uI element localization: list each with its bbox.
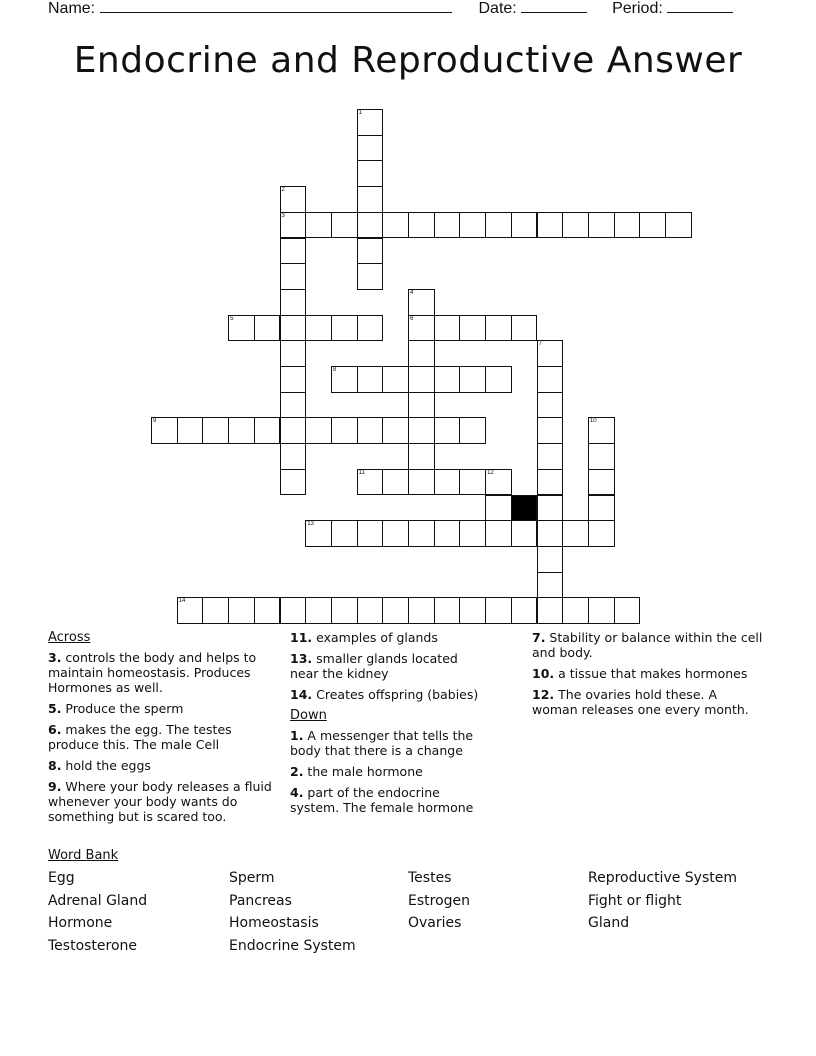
clue-number: 8 <box>332 367 337 373</box>
crossword-cell[interactable] <box>614 597 641 624</box>
clue-item <box>290 728 490 758</box>
crossword-cell[interactable] <box>280 238 307 265</box>
crossword-cell[interactable] <box>331 212 358 239</box>
crossword-cell[interactable] <box>280 469 307 496</box>
crossword-cell[interactable] <box>459 417 486 444</box>
clue-item <box>532 630 766 660</box>
crossword-cell[interactable] <box>305 520 332 547</box>
period-line[interactable] <box>667 0 733 13</box>
crossword-cell[interactable] <box>228 315 255 342</box>
word-bank-item: Fight or flight <box>588 892 682 909</box>
clue-number: 1. <box>290 728 304 743</box>
crossword-cell[interactable] <box>280 340 307 367</box>
crossword-cell[interactable] <box>357 315 384 342</box>
clue-number: 3. <box>48 650 62 665</box>
crossword-cell[interactable] <box>408 366 435 393</box>
clue-item <box>532 687 766 717</box>
crossword-cell[interactable] <box>485 315 512 342</box>
clue-text: examples of glands <box>312 630 438 645</box>
clue-text: hold the eggs <box>61 758 151 773</box>
clue-number: 14. <box>290 687 313 702</box>
clue-item <box>290 764 490 779</box>
period-label: Period: <box>612 0 663 17</box>
crossword-cell[interactable] <box>434 366 461 393</box>
crossword-cell[interactable] <box>382 212 409 239</box>
crossword-cell[interactable] <box>280 289 307 316</box>
clue-number: 7 <box>538 341 542 348</box>
crossword-cell[interactable] <box>228 417 255 444</box>
clue-number: 11. <box>290 630 313 645</box>
clue-text: Creates offspring (babies) <box>312 687 479 702</box>
clue-number: 2 <box>281 187 285 194</box>
crossword-cell[interactable] <box>408 212 435 239</box>
crossword-cell[interactable] <box>151 417 178 444</box>
clue-number: 9. <box>48 779 62 794</box>
crossword-cell[interactable] <box>537 520 564 547</box>
crossword-cell[interactable] <box>459 366 486 393</box>
crossword-cell[interactable] <box>537 417 564 444</box>
crossword-cell[interactable] <box>537 392 564 419</box>
crossword-cell[interactable] <box>280 443 307 470</box>
word-bank-item: Adrenal Gland <box>48 892 148 909</box>
crossword-cell[interactable] <box>434 597 461 624</box>
clue-text: controls the body and helps to maintain homeostasis. Produces Hormones as well. <box>48 650 257 695</box>
clue-number: 12 <box>487 469 494 476</box>
crossword-cell[interactable] <box>459 597 486 624</box>
word-bank-item: Reproductive System <box>588 870 738 886</box>
crossword-cell[interactable] <box>408 417 435 444</box>
crossword-cell[interactable] <box>408 340 435 367</box>
clue-item <box>290 687 490 702</box>
clue-text: smaller glands located near the kidney <box>290 651 458 681</box>
crossword-cell[interactable] <box>588 469 615 496</box>
crossword-cell[interactable] <box>537 443 564 470</box>
crossword-cell[interactable] <box>434 469 461 496</box>
crossword-cell[interactable] <box>305 315 332 342</box>
word-bank-item: Estrogen <box>408 892 471 909</box>
crossword-cell[interactable] <box>537 366 564 393</box>
crossword-cell[interactable] <box>357 417 384 444</box>
crossword-cell[interactable] <box>434 417 461 444</box>
crossword-cell[interactable] <box>459 315 486 342</box>
page-title: Endocrine and Reproductive Answer <box>73 40 743 81</box>
word-bank-item: Endocrine System <box>229 937 356 954</box>
crossword-cell[interactable] <box>485 597 512 624</box>
crossword-cell[interactable] <box>408 289 435 316</box>
crossword-cell[interactable] <box>357 597 384 624</box>
crossword-cell[interactable] <box>382 469 409 496</box>
crossword-cell[interactable] <box>537 469 564 496</box>
crossword-cell[interactable] <box>588 417 615 444</box>
clue-number: 11 <box>358 469 365 476</box>
crossword-cell[interactable] <box>357 366 384 393</box>
clue-number: 6. <box>48 722 62 737</box>
crossword-cell[interactable] <box>511 315 538 342</box>
crossword-cell[interactable] <box>408 315 435 342</box>
crossword-cell[interactable] <box>511 212 538 239</box>
crossword-cell[interactable] <box>357 520 384 547</box>
crossword-cell[interactable] <box>485 520 512 547</box>
word-bank-item: Testosterone <box>48 937 138 954</box>
crossword-cell[interactable] <box>280 315 307 342</box>
crossword-cell[interactable] <box>280 212 307 239</box>
word-bank-item: Ovaries <box>408 915 462 931</box>
clue-number: 13 <box>307 521 314 528</box>
clue-item <box>48 722 280 752</box>
clue-text: the male hormone <box>303 764 423 779</box>
crossword-cell[interactable] <box>434 212 461 239</box>
crossword-cell[interactable] <box>280 263 307 290</box>
clue-text: Stability or balance within the cell and body. <box>532 630 763 660</box>
clue-number: 13. <box>290 651 313 666</box>
crossword-cell[interactable] <box>485 366 512 393</box>
crossword-cell[interactable] <box>588 443 615 470</box>
clues-column-1 <box>48 630 280 830</box>
clue-number: 3 <box>281 212 285 219</box>
crossword-cell[interactable] <box>562 212 589 239</box>
clue-item <box>290 630 490 645</box>
crossword-cell[interactable] <box>537 495 564 522</box>
crossword-cell[interactable] <box>280 186 307 213</box>
crossword-cell[interactable] <box>537 572 564 599</box>
across-heading: Across <box>48 630 91 645</box>
crossword-cell[interactable] <box>177 597 204 624</box>
crossword-cell[interactable] <box>588 520 615 547</box>
clue-item <box>290 651 490 681</box>
clue-item <box>48 650 280 695</box>
clue-text: A messenger that tells the body that there is a change <box>290 728 474 758</box>
word-bank-heading: Word Bank <box>48 848 119 863</box>
crossword-cell[interactable] <box>280 392 307 419</box>
clue-text: makes the egg. The testes produce this. The male Cell <box>48 722 232 752</box>
crossword-cell[interactable] <box>357 135 384 162</box>
crossword-cell[interactable] <box>254 315 281 342</box>
crossword-cell[interactable] <box>562 597 589 624</box>
crossword-cell[interactable] <box>357 238 384 265</box>
clue-number: 5. <box>48 701 62 716</box>
crossword-cell[interactable] <box>228 597 255 624</box>
clue-item <box>48 701 280 716</box>
crossword-cell[interactable] <box>280 366 307 393</box>
crossword-cell[interactable] <box>485 212 512 239</box>
black-square <box>511 495 538 522</box>
crossword-cell[interactable] <box>485 469 512 496</box>
crossword-cell[interactable] <box>408 520 435 547</box>
crossword-cell[interactable] <box>408 469 435 496</box>
crossword-cell[interactable] <box>280 417 307 444</box>
clue-number: 14 <box>178 598 186 605</box>
clue-item <box>48 779 280 824</box>
crossword-cell[interactable] <box>280 597 307 624</box>
crossword-cell[interactable] <box>331 417 358 444</box>
clue-text: part of the endocrine system. The female hormone <box>290 785 474 815</box>
word-bank-item: Testes <box>408 870 452 886</box>
clue-text: The ovaries hold these. A woman releases one every month. <box>532 687 749 717</box>
crossword-cell[interactable] <box>331 366 358 393</box>
crossword-cell[interactable] <box>305 417 332 444</box>
clue-item <box>532 666 766 681</box>
crossword-cell[interactable] <box>537 340 564 367</box>
crossword-cell[interactable] <box>305 597 332 624</box>
clue-text: a tissue that makes hormones <box>554 666 748 681</box>
clue-text: Produce the sperm <box>61 701 184 716</box>
clue-number: 4 <box>410 289 414 296</box>
crossword-cell[interactable] <box>331 597 358 624</box>
clue-number: 12. <box>532 687 555 702</box>
clue-text: Where your body releases a fluid whenever your body wants do something but is scared too. <box>48 779 272 824</box>
crossword-cell[interactable] <box>254 417 281 444</box>
crossword-cell[interactable] <box>459 212 486 239</box>
crossword-cell[interactable] <box>408 392 435 419</box>
clue-number: 10 <box>589 418 597 425</box>
crossword-cell[interactable] <box>357 186 384 213</box>
crossword-cell[interactable] <box>485 495 512 522</box>
clue-item <box>48 758 280 773</box>
crossword-cell[interactable] <box>588 212 615 239</box>
crossword-cell[interactable] <box>408 597 435 624</box>
clue-number: 7. <box>532 630 546 645</box>
crossword-cell[interactable] <box>305 212 332 239</box>
clue-number: 10. <box>532 666 555 681</box>
crossword-cell[interactable] <box>357 109 384 136</box>
word-bank-item: Hormone <box>48 915 113 931</box>
crossword-cell[interactable] <box>357 212 384 239</box>
word-bank-item: Gland <box>588 915 630 931</box>
crossword-cell[interactable] <box>511 597 538 624</box>
clue-number: 8. <box>48 758 62 773</box>
crossword-cell[interactable] <box>331 520 358 547</box>
crossword-cell[interactable] <box>177 417 204 444</box>
clues-column-2 <box>290 630 490 821</box>
down-heading: Down <box>290 708 327 723</box>
clue-number: 9 <box>153 418 157 425</box>
crossword-cell[interactable] <box>562 520 589 547</box>
crossword-cell[interactable] <box>357 160 384 187</box>
worksheet-header <box>48 0 733 18</box>
crossword-cell[interactable] <box>588 597 615 624</box>
crossword-cell[interactable] <box>434 315 461 342</box>
crossword-cell[interactable] <box>614 212 641 239</box>
word-bank-item: Homeostasis <box>229 915 319 931</box>
crossword-cell[interactable] <box>434 520 461 547</box>
date-label: Date: <box>478 0 517 17</box>
name-label: Name: <box>48 0 96 17</box>
date-line[interactable] <box>521 0 587 13</box>
crossword-cell[interactable] <box>202 597 229 624</box>
crossword-cell[interactable] <box>254 597 281 624</box>
clue-number: 1 <box>358 110 362 116</box>
crossword-cell[interactable] <box>382 520 409 547</box>
crossword-cell[interactable] <box>459 520 486 547</box>
clue-item <box>290 785 490 815</box>
crossword-cell[interactable] <box>357 469 384 496</box>
crossword-cell[interactable] <box>537 597 564 624</box>
crossword-cell[interactable] <box>665 212 692 239</box>
crossword-cell[interactable] <box>511 520 538 547</box>
crossword-cell[interactable] <box>331 315 358 342</box>
name-line[interactable] <box>100 0 452 13</box>
crossword-cell[interactable] <box>459 469 486 496</box>
clue-number: 5 <box>230 315 234 322</box>
crossword-cell[interactable] <box>408 443 435 470</box>
word-bank-item: Sperm <box>229 870 275 886</box>
crossword-cell[interactable] <box>382 366 409 393</box>
clue-number: 4. <box>290 785 304 800</box>
word-bank-item: Pancreas <box>229 892 292 909</box>
crossword-cell[interactable] <box>382 597 409 624</box>
crossword-cell[interactable] <box>588 495 615 522</box>
crossword-cell[interactable] <box>639 212 666 239</box>
crossword-cell[interactable] <box>357 263 384 290</box>
word-bank-item: Egg <box>48 870 75 886</box>
crossword-cell[interactable] <box>202 417 229 444</box>
crossword-cell[interactable] <box>382 417 409 444</box>
crossword-cell[interactable] <box>537 212 564 239</box>
clues-column-3 <box>532 630 766 723</box>
crossword-cell[interactable] <box>537 546 564 573</box>
clue-number: 2. <box>290 764 304 779</box>
clue-number: 6 <box>410 315 414 322</box>
